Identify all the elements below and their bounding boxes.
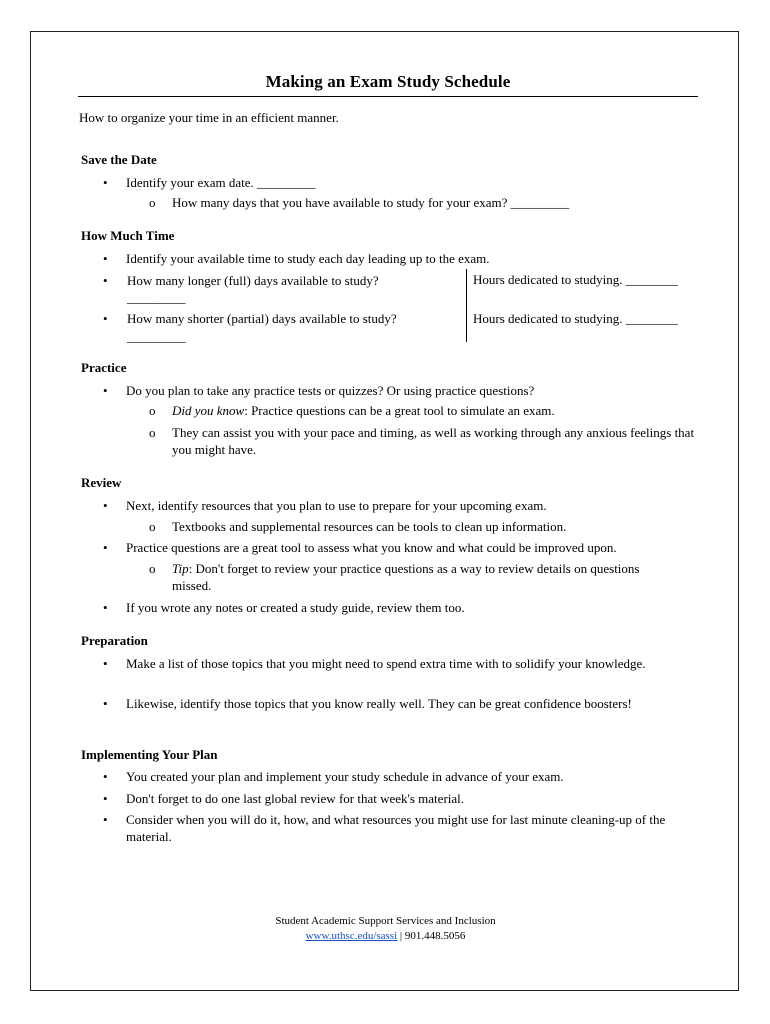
list-item: Make a list of those topics that you might need to spend extra time with to solidify your knowledge. (126, 656, 646, 671)
footer-separator: | (399, 930, 403, 942)
hours-field-partial: Hours dedicated to studying. ________ (473, 311, 678, 326)
sub-bullet: o (149, 425, 156, 440)
list-item: Practice questions are a great tool to assess what you know and what could be improved upon. (126, 540, 617, 555)
section-heading-practice: Practice (81, 360, 127, 375)
list-item (172, 402, 555, 419)
section-heading-preparation: Preparation (81, 633, 148, 648)
section-heading-how-much-time: How Much Time (81, 228, 175, 243)
section-heading-review: Review (81, 475, 122, 490)
list-item: If you wrote any notes or created a study guide, review them too. (126, 600, 465, 615)
bullet: • (103, 656, 108, 671)
footer-contact (31, 929, 740, 943)
emphasis-text: Did you know (172, 403, 245, 418)
website-link[interactable]: www.uthsc.edu/sassi (305, 930, 398, 942)
list-item: Next, identify resources that you plan to use to prepare for your upcoming exam. (126, 498, 547, 513)
bullet: • (103, 791, 108, 806)
sub-bullet: o (149, 195, 156, 210)
list-item: Don't forget to do one last global review for that week's material. (126, 791, 465, 806)
bullet: • (103, 600, 108, 615)
list-item: You created your plan and implement your study schedule in advance of your exam. (126, 769, 564, 784)
bullet: • (103, 498, 108, 513)
bullet: • (103, 273, 108, 288)
hours-field-full: Hours dedicated to studying. ________ (473, 272, 678, 287)
bullet: • (103, 251, 108, 266)
list-item: How many days that you have available to study for your exam? _________ (172, 195, 570, 210)
bullet: • (103, 696, 108, 711)
list-item: Do you plan to take any practice tests or quizzes? Or using practice questions? (126, 383, 535, 398)
list-item: Likewise, identify those topics that you know really well. They can be great confidence boosters! (126, 696, 632, 711)
document-page (30, 31, 739, 991)
section-heading-save-the-date: Save the Date (81, 152, 157, 167)
column-divider (466, 269, 467, 342)
bullet: • (103, 311, 108, 326)
list-item: Identify your exam date. _________ (126, 175, 316, 190)
list-item-text: : Practice questions can be a great tool to simulate an exam. (244, 403, 555, 418)
sub-bullet: o (149, 403, 156, 418)
section-heading-implementing: Implementing Your Plan (81, 747, 218, 762)
footer-org: Student Academic Support Services and Inclusion (275, 915, 496, 927)
bullet: • (103, 383, 108, 398)
blank-line: _________ (127, 329, 186, 344)
list-item: They can assist you with your pace and timing, as well as working through any anxious feelings that you might have. (172, 425, 695, 457)
list-item (172, 560, 672, 594)
list-item: How many shorter (partial) days available to study? (127, 311, 397, 326)
blank-line: _________ (127, 290, 186, 305)
list-item: How many longer (full) days available to study? (127, 273, 379, 288)
phone-number: 901.448.5056 (404, 930, 466, 942)
sub-bullet: o (149, 519, 156, 534)
bullet: • (103, 175, 108, 190)
bullet: • (103, 540, 108, 555)
list-item-text: : Don't forget to review your practice questions as a way to review details on questions missed. (172, 561, 640, 593)
list-item: Textbooks and supplemental resources can be tools to clean up information. (172, 519, 567, 534)
title-underline (78, 96, 698, 97)
page-title: Making an Exam Study Schedule (265, 72, 511, 91)
sub-bullet: o (149, 561, 156, 576)
list-item: Identify your available time to study each day leading up to the exam. (126, 251, 490, 266)
intro-text: How to organize your time in an efficient manner. (79, 110, 339, 125)
emphasis-text: Tip (172, 561, 189, 576)
bullet: • (103, 769, 108, 784)
list-item: Consider when you will do it, how, and what resources you might use for last minute cleaning-up of the material. (126, 812, 666, 844)
bullet: • (103, 812, 108, 827)
